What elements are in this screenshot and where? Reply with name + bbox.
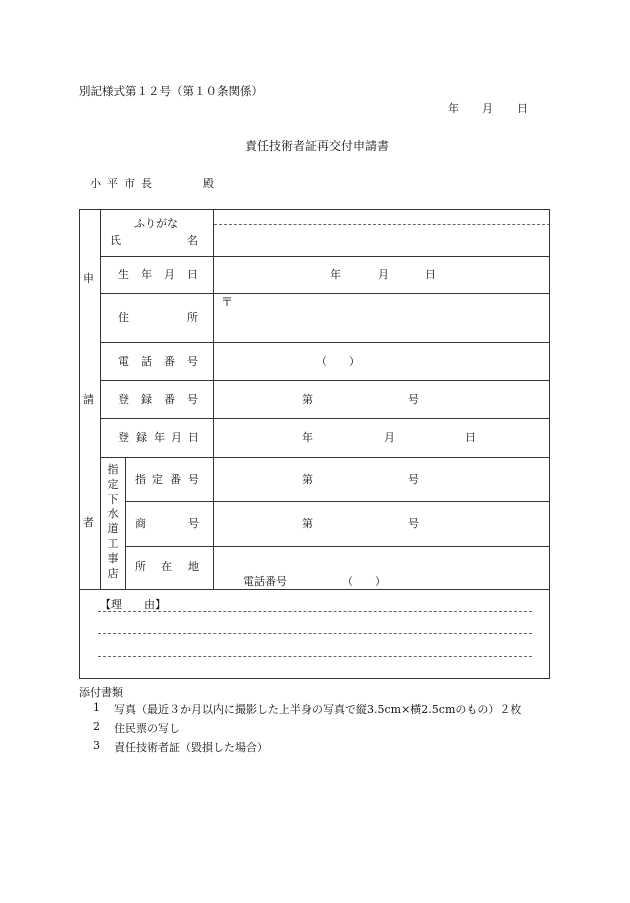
applicant-label-2: 請 xyxy=(83,393,94,406)
addressee-honorific: 殿 xyxy=(203,177,214,190)
name-label-2: 名 xyxy=(187,234,198,247)
contractor-char-6: 工 xyxy=(107,536,119,550)
date-month-label: 月 xyxy=(482,102,493,115)
attachment-num-1: 1 xyxy=(93,701,100,714)
trade-name-label-2: 号 xyxy=(188,517,199,530)
location-label-1: 所 xyxy=(135,560,146,573)
reg-no-label-2: 録 xyxy=(141,393,152,406)
designation-go: 号 xyxy=(408,473,419,486)
address-label-1: 住 xyxy=(118,311,129,324)
birth-day: 日 xyxy=(425,268,436,281)
reg-no-label-3: 番 xyxy=(164,393,175,406)
applicant-label-1: 申 xyxy=(83,272,94,285)
reg-date-year: 年 xyxy=(302,431,313,444)
designation-label-3: 番 xyxy=(170,473,181,486)
contractor-char-3: 下 xyxy=(107,492,119,506)
address-field[interactable] xyxy=(214,294,550,342)
birth-year: 年 xyxy=(330,268,341,281)
designation-label-1: 指 xyxy=(135,473,146,486)
contractor-char-5: 道 xyxy=(107,522,119,536)
location-phone-label: 電話番号 xyxy=(243,575,287,588)
birth-label-2: 年 xyxy=(141,268,152,281)
birth-month: 月 xyxy=(378,268,389,281)
document-title: 責任技術者証再交付申請書 xyxy=(245,139,390,153)
contractor-char-1: 指 xyxy=(107,463,119,476)
location-phone-paren: （ ） xyxy=(342,575,386,588)
contractor-char-2: 定 xyxy=(107,477,119,491)
attachments-heading: 添付書類 xyxy=(79,686,123,699)
reg-date-label-3: 年 xyxy=(154,431,165,444)
reg-date-label-1: 登 xyxy=(118,431,129,444)
trade-name-dai: 第 xyxy=(302,517,313,530)
birth-label-1: 生 xyxy=(118,268,129,281)
contractor-char-4: 水 xyxy=(107,507,119,521)
reason-label: 【理 由】 xyxy=(100,598,166,611)
trade-name-label-1: 商 xyxy=(135,517,146,530)
reg-date-day: 日 xyxy=(465,431,476,444)
reg-date-month: 月 xyxy=(384,431,395,444)
contractor-char-7: 事 xyxy=(107,551,119,565)
phone-label-3: 番 xyxy=(164,355,175,368)
addressee-name: 小平市長 xyxy=(90,177,158,190)
location-label-2: 在 xyxy=(161,560,172,573)
birth-label-3: 月 xyxy=(164,268,175,281)
designation-label-4: 号 xyxy=(188,473,199,486)
phone-label-4: 号 xyxy=(187,355,198,368)
address-label-2: 所 xyxy=(187,311,198,324)
reg-no-label-4: 号 xyxy=(187,393,198,406)
attachment-num-3: 3 xyxy=(93,739,100,752)
phone-label-1: 電 xyxy=(118,355,129,368)
trade-name-go: 号 xyxy=(408,517,419,530)
reg-no-go: 号 xyxy=(408,393,419,406)
contractor-group-label xyxy=(106,463,120,581)
location-label-3: 地 xyxy=(188,560,199,573)
application-form-table xyxy=(79,209,550,679)
reg-date-label-4: 月 xyxy=(171,431,182,444)
name-field[interactable] xyxy=(214,225,550,256)
reg-date-label-5: 日 xyxy=(188,431,199,444)
contractor-char-8: 店 xyxy=(107,566,119,580)
birth-label-4: 日 xyxy=(187,268,198,281)
reg-date-label-2: 録 xyxy=(136,431,147,444)
reason-field[interactable] xyxy=(98,612,532,662)
applicant-label-3: 者 xyxy=(83,516,94,529)
reg-no-label-1: 登 xyxy=(118,393,129,406)
date-year-label: 年 xyxy=(448,102,459,115)
phone-label-2: 話 xyxy=(141,355,152,368)
attachment-num-2: 2 xyxy=(93,720,100,733)
postal-mark: 〒 xyxy=(221,295,234,309)
date-day-label: 日 xyxy=(517,102,528,115)
reg-no-dai: 第 xyxy=(302,393,313,406)
designation-dai: 第 xyxy=(302,473,313,486)
designation-label-2: 定 xyxy=(152,473,163,486)
attachment-text-3: 責任技術者証（毀損した場合） xyxy=(114,741,268,754)
form-reference: 別記様式第１２号（第１０条関係） xyxy=(79,84,263,98)
attachment-text-2: 住民票の写し xyxy=(114,722,180,735)
phone-area-code-paren: （ ） xyxy=(316,355,360,368)
name-label-1: 氏 xyxy=(110,234,121,247)
furigana-label: ふりがな xyxy=(134,217,178,230)
attachment-text-1: 写真（最近３か月以内に撮影した上半身の写真で縦3.5cm×横2.5cmのもの）２枚 xyxy=(114,703,522,716)
